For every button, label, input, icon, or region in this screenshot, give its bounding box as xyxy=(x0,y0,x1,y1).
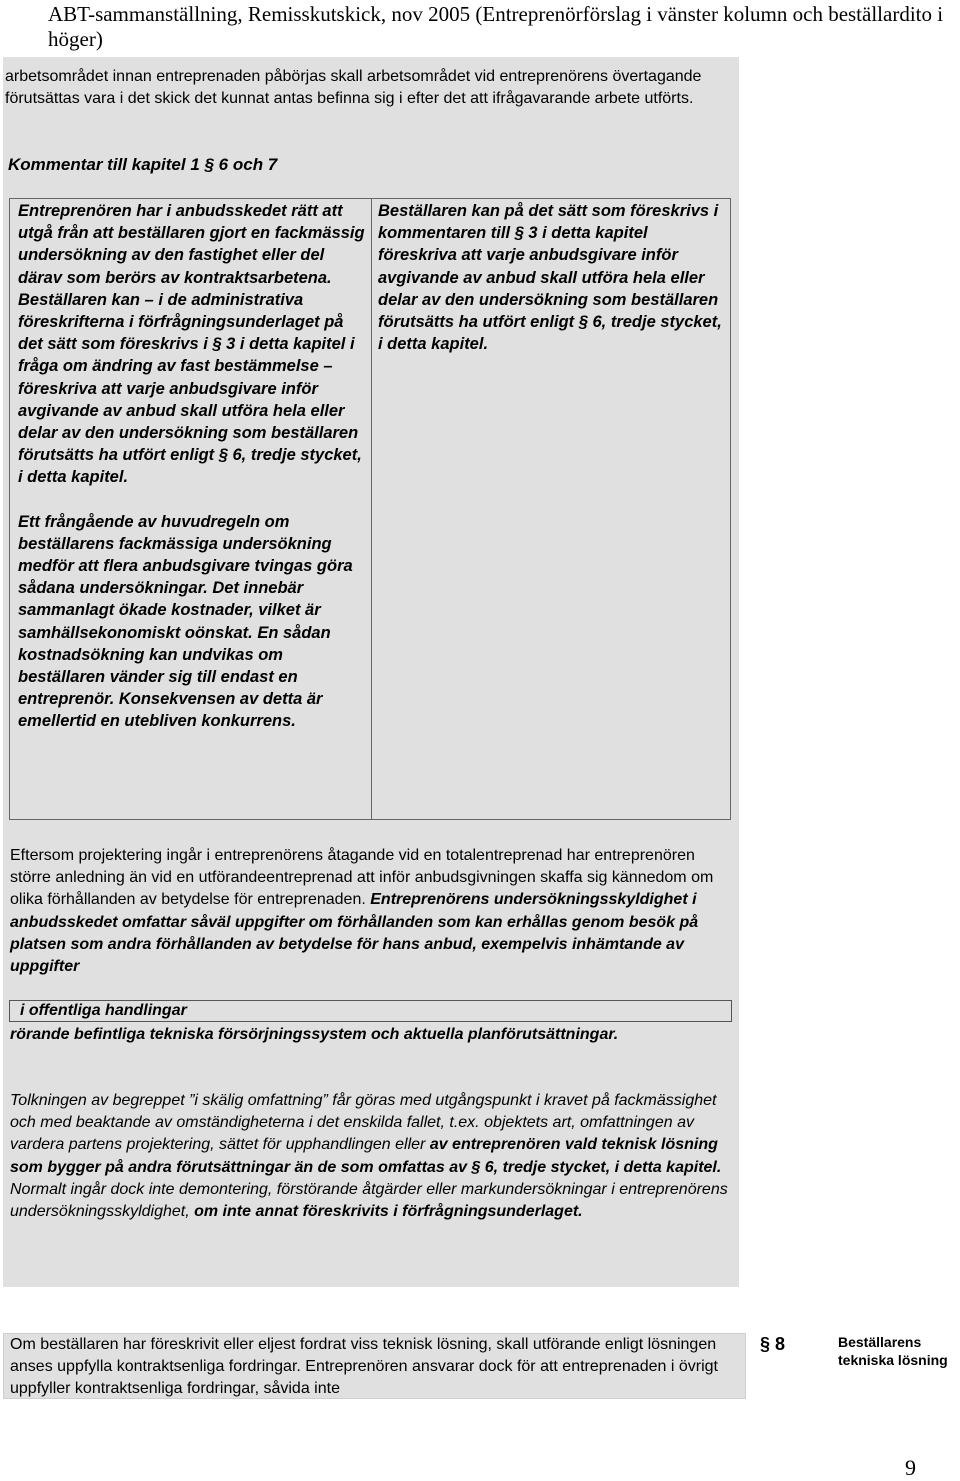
paragraph-bold-2: om inte annat föreskrivits i förfrågningsunderlaget. xyxy=(194,1203,583,1221)
paragraph-skalig-omfattning xyxy=(10,1090,730,1223)
section-title: Beställarens tekniska lösning xyxy=(838,1334,948,1368)
bottom-paragraph: Om beställaren har föreskrivit eller eljest fordrat viss teknisk lösning, skall utförande enligt lösningen anses uppfylla kontraktsenliga fordringar. Entreprenören ansvarar dock för att entreprenaden i övrigt uppfyller kontraktsenliga fordringar, såvida inte xyxy=(10,1336,718,1397)
paragraph-undersokningsskyldighet xyxy=(10,845,730,978)
contractor-paragraph-1: Entreprenören har i anbudsskedet rätt att utgå från att beställaren gjort en fackmässig undersökning av den fastighet eller del därav som berörs av kontraktsarbetena. Beställaren kan – i de administrativa föreskrifterna i förfrågningsunderlaget på det sätt som föreskrivs i § 3 i detta kapitel i fråga om ändring av fast bestämmelse – föreskriva att varje anbudsgivare inför avgivande av anbud skall utföra hela eller delar av den undersökning som beställaren förutsätts ha utfört enligt § 6, tredje stycket, i detta kapitel. xyxy=(18,202,365,487)
contractor-paragraph-2: Ett frångående av huvudregeln om beställarens fackmässiga undersökning medför att flera anbudsgivare tvingas göra sådana undersökningar. Det innebär sammanlagt ökade kostnader, vilket är samhällsekonomiskt oönskat. En sådan kostnadsökning kan undvikas om beställaren vänder sig till endast en entreprenör. Konsekvensen av detta är emellertid en utebliven konkurrens. xyxy=(18,512,353,731)
column-divider xyxy=(371,199,372,819)
section-number: § 8 xyxy=(760,1334,786,1354)
paragraph-normal-text: Eftersom projektering ingår i entreprenörens åtagande vid en totalentreprenad har entreprenören större anledning än vid en utförandeentreprenad att inför anbudsgivningen skaffa sig kännedom om olika förhållanden av betydelse för entreprenaden. xyxy=(10,847,714,909)
comment-heading: Kommentar till kapitel 1 § 6 och 7 xyxy=(8,155,278,174)
intro-paragraph: arbetsområdet innan entreprenaden påbörjas skall arbetsområdet vid entreprenörens övertagande förutsättas vara i det skick det kunnat antas befinna sig i efter det att ifrågavarande arbete utförts. xyxy=(5,68,702,107)
table-cell-contractor xyxy=(18,200,368,733)
paragraph-text-2: Normalt ingår dock inte demontering, förstörande åtgärder eller markundersökningar i entreprenörens undersökningsskyldighet, xyxy=(10,1180,728,1221)
table-cell-client: Beställaren kan på det sätt som föreskrivs i kommentaren till § 3 i detta kapitel föreskriva att varje anbudsgivare inför avgivande av anbud skall utföra hela eller delar av den undersökning som beställaren förutsätts ha utfört enligt § 6, tredje stycket, i detta kapitel. xyxy=(378,202,722,354)
page-number: 9 xyxy=(905,1455,916,1480)
paragraph-bold-text: Entreprenörens undersökningsskyldighet i anbudsskedet omfattar såväl uppgifter om förhållanden som kan erhållas genom besök på platsen som andra förhållanden av betydelse för hans anbud, exempelvis inhämtande av uppgifter xyxy=(10,891,699,976)
page-header: ABT-sammanställning, Remisskutskick, nov 2005 (Entreprenörförslag i vänster kolumn och beställardito i höger) xyxy=(48,2,944,51)
paragraph-bold-1: av entreprenören vald teknisk lösning som bygger på andra förutsättningar än de som omfattas av § 6, tredje stycket, i detta kapitel. xyxy=(10,1136,722,1176)
paragraph-bold-continuation: rörande befintliga tekniska försörjningssystem och aktuella planförutsättningar. xyxy=(10,1026,619,1043)
boxed-phrase: i offentliga handlingar xyxy=(9,1000,732,1022)
paragraph-text-1: Tolkningen av begreppet ”i skälig omfattning” får göras med utgångspunkt i kravet på fackmässighet och med beaktande av omständigheterna i det enskilda fallet, t.ex. objektets art, omfattningen av vardera partens projektering, sättet för upphandlingen eller xyxy=(10,1092,717,1154)
